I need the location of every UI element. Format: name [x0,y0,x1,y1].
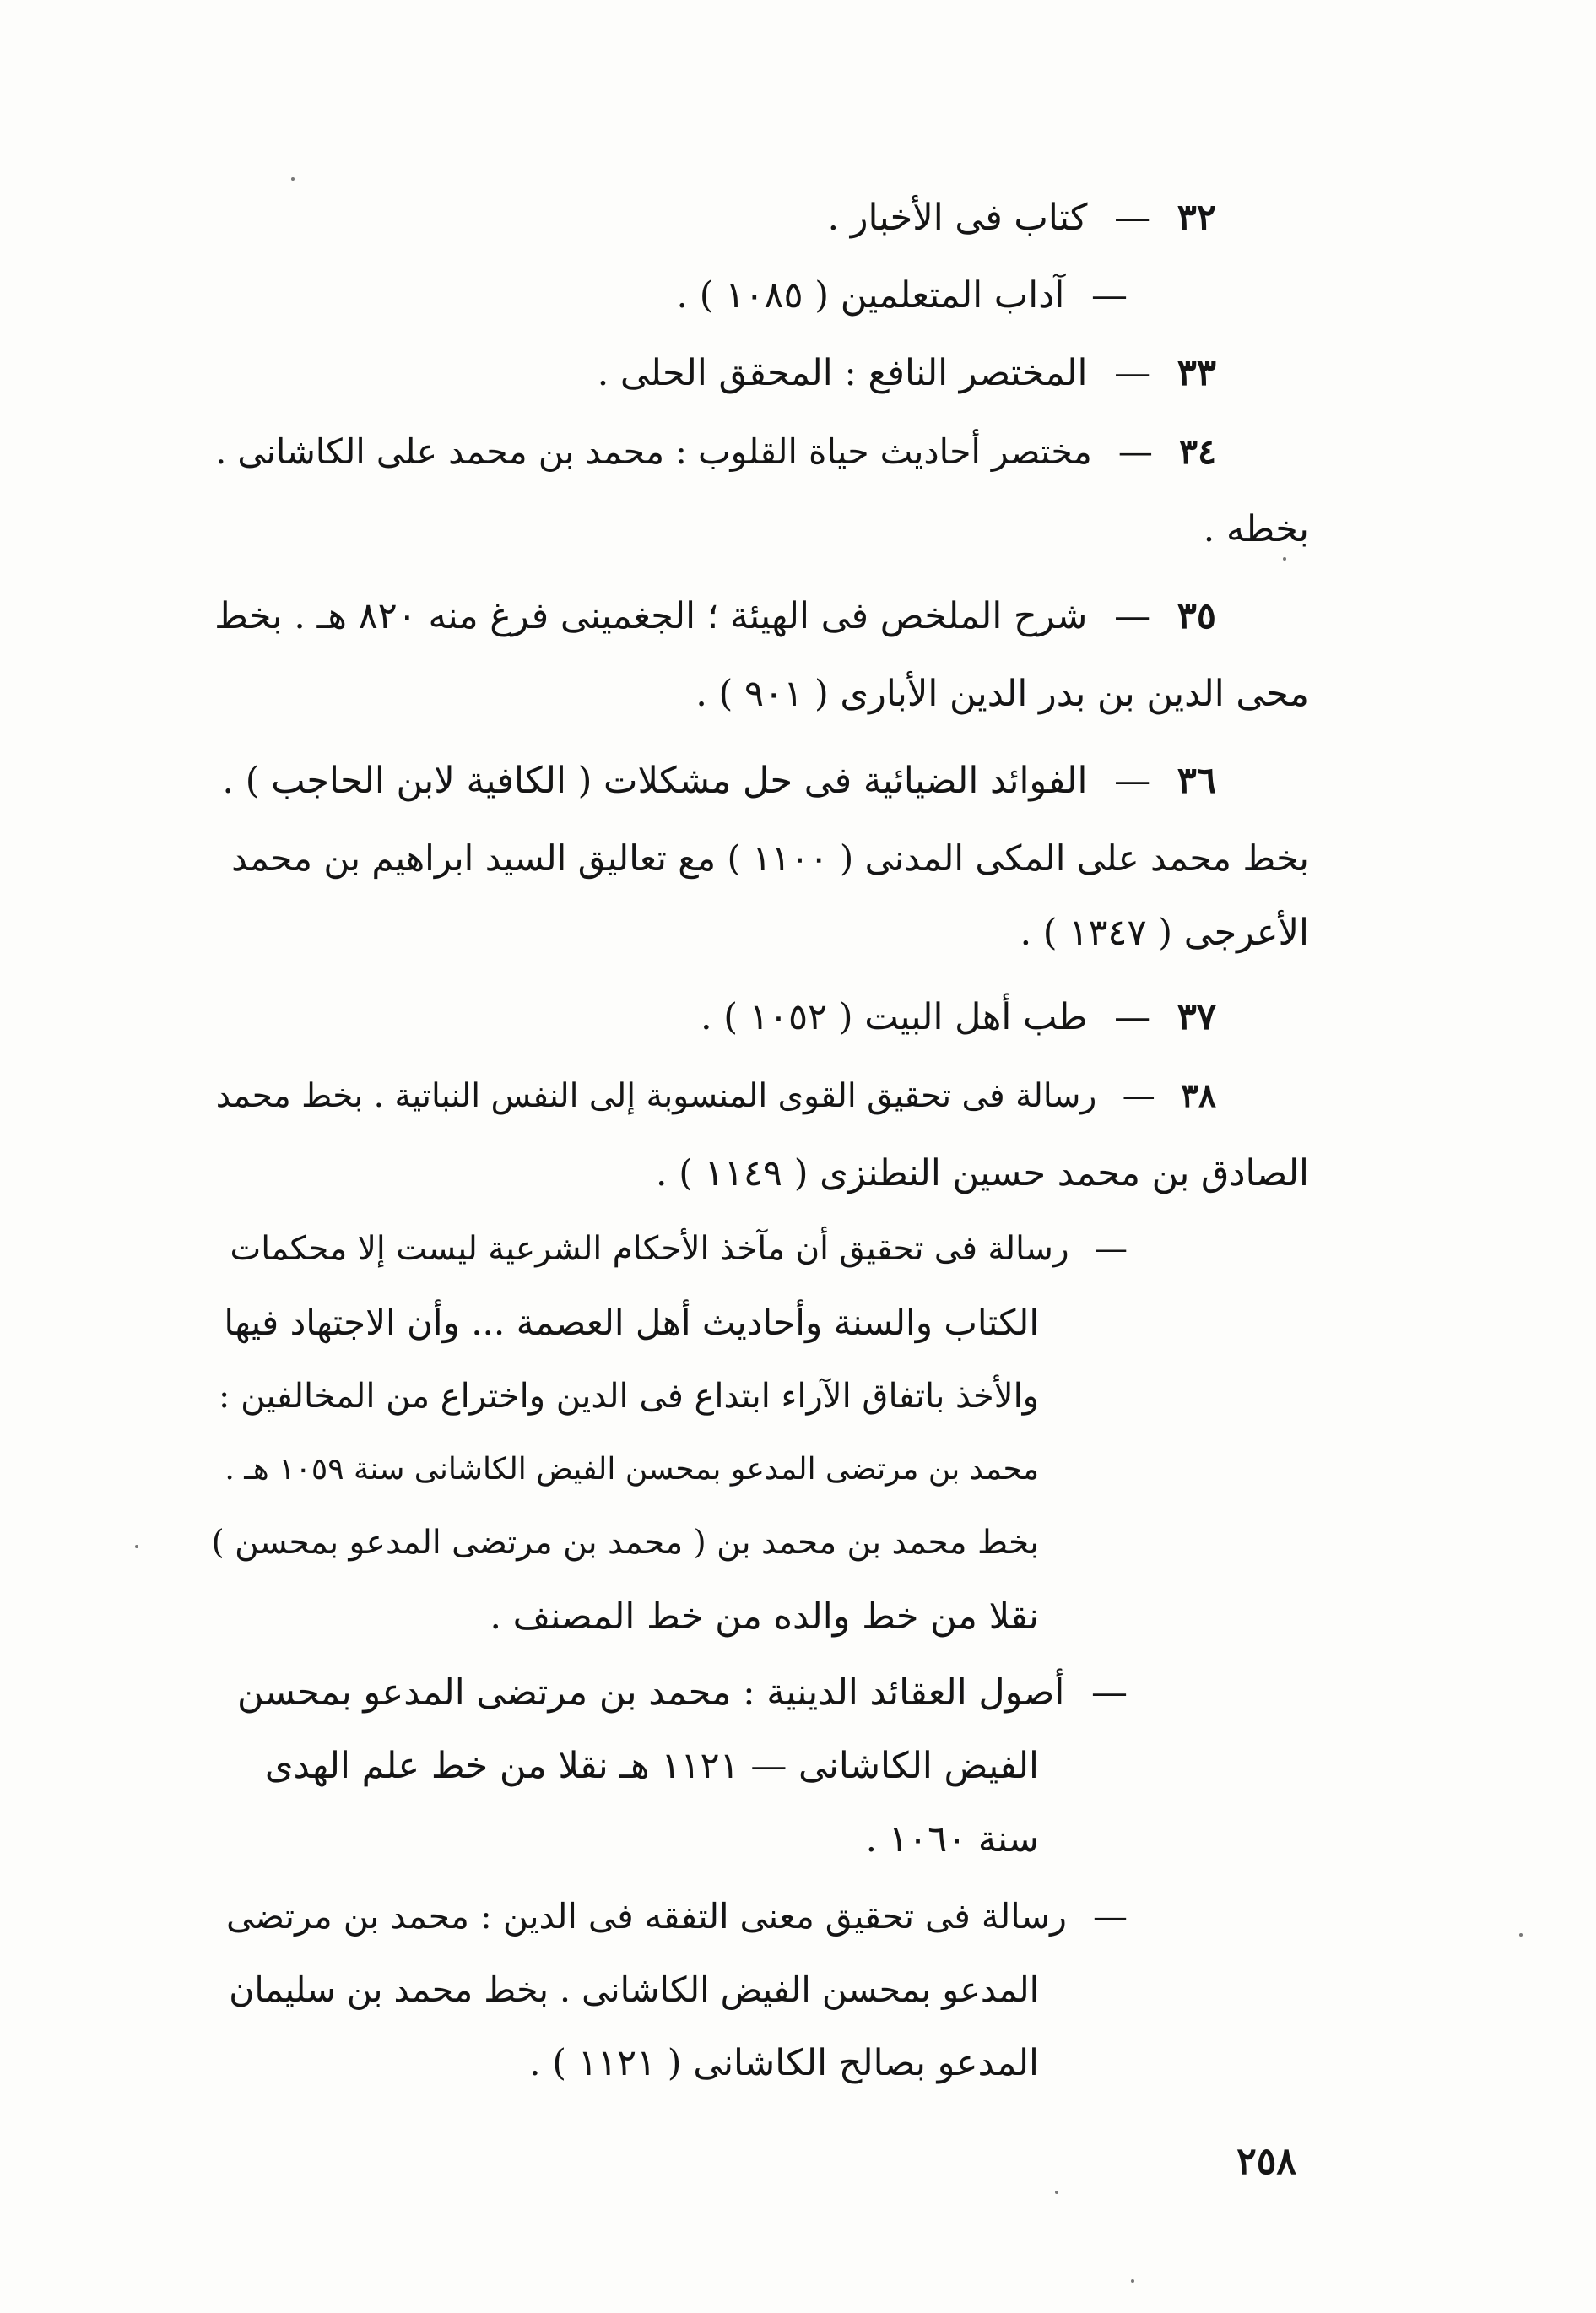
entry-text: محى الدين بن بدر الدين الأبارى ( ٩٠١ ) . [695,673,1309,715]
entry-text: الصادق بن محمد حسين النطنزى ( ١١٤٩ ) . [655,1152,1309,1194]
entry-dash: — [1095,1230,1128,1268]
subentry-risala-1-line-1 [230,1224,1128,1275]
scan-speck [291,177,295,181]
entry-text: رسالة فى تحقيق معنى التفقه فى الدين : محمد بن مرتضى [225,1896,1067,1937]
subentry-risala-1-line-5 [211,1518,1039,1568]
scan-speck [1519,1933,1523,1937]
subentry-risala-1-line-6 [490,1591,1039,1642]
entry-34-line-2 [1204,504,1309,555]
entry-dash: — [1117,431,1153,472]
entry-34-line-1 [215,426,1216,477]
subentry-risala-2-line-3 [529,2038,1039,2088]
entry-text: أصول العقائد الدينية : محمد بن مرتضى المدعو بمحسن [236,1671,1065,1714]
subentry-risala-2-line-1 [226,1891,1128,1942]
entry-text: المدعو بصالح الكاشانى ( ١١٢١ ) . [528,2042,1039,2084]
entry-text: الكتاب والسنة وأحاديث أهل العصمة ... وأن الاجتهاد فيها [224,1302,1039,1343]
entry-text: بخط محمد بن محمد بن ( محمد بن مرتضى المدعو بمحسن ) [211,1524,1039,1562]
entry-text: المختصر النافع : المحقق الحلى . [597,352,1088,394]
subentry-usul-line-1 [237,1667,1128,1718]
entry-dash: — [1091,1671,1128,1714]
scan-speck [1283,557,1286,561]
subentry-risala-1-line-4 [225,1444,1039,1495]
entry-text: كتاب فى الأخبار . [827,197,1088,239]
entry-text: الأعرجى ( ١٣٤٧ ) . [1020,912,1309,954]
entry-number: ٣٢ [1177,197,1216,239]
entry-number: ٣٤ [1178,431,1216,472]
entry-number: ٣٥ [1177,595,1216,637]
entry-35-line-2 [695,669,1309,719]
entry-text: طب أهل البيت ( ١٠٥٢ ) . [700,996,1088,1038]
entry-number: ٣٨ [1181,1076,1216,1115]
entry-text: محمد بن مرتضى المدعو بمحسن الفيض الكاشانى سنة ١٠٥٩ هـ . [225,1452,1039,1487]
entry-dash: — [1122,1077,1155,1115]
entry-text: بخط محمد على المكى المدنى ( ١١٠٠ ) مع تعاليق السيد ابراهيم بن محمد [231,837,1309,879]
scan-speck [135,1545,138,1548]
page-number: ٢٥٨ [1236,2140,1296,2183]
entry-number: ٣٦ [1177,760,1216,802]
entry-dash: — [1093,1896,1128,1937]
entry-32-line-1 [827,192,1216,243]
entry-text: الفيض الكاشانى — ١١٢١ هـ نقلا من خط علم الهدى [264,1745,1039,1787]
entry-number: ٣٣ [1177,352,1216,394]
entry-dash: — [1114,197,1151,239]
scan-speck [1131,2279,1134,2283]
entry-37-line-1 [701,992,1216,1043]
entry-38-line-2 [656,1148,1309,1199]
entry-text: سنة ١٠٦٠ . [865,1818,1039,1861]
entry-36-line-3 [1020,907,1309,958]
entry-number: ٣٧ [1177,996,1216,1038]
entry-text: بخطه . [1203,508,1309,550]
entry-text: مختصر أحاديث حياة القلوب : محمد بن محمد على الكاشانى . [215,431,1092,472]
entry-35-line-1 [214,591,1216,642]
subentry-risala-2-line-2 [229,1964,1039,2015]
entry-dash: — [1114,595,1151,637]
entry-dash: — [1114,996,1151,1038]
entry-36-line-1 [222,756,1216,806]
subentry-usul-line-3 [866,1814,1039,1865]
entry-dash: — [1114,352,1151,394]
entry-text: الفوائد الضيائية فى حل مشكلات ( الكافية لابن الحاجب ) . [222,760,1088,802]
entry-dash: — [1114,760,1151,802]
subentry-risala-1-line-2 [224,1297,1039,1348]
entry-dash: — [1091,274,1128,317]
entry-text: رسالة فى تحقيق القوى المنسوبة إلى النفس النباتية . بخط محمد [215,1077,1097,1115]
entry-text: والأخذ باتفاق الآراء ابتداع فى الدين واختراع من المخالفين : [218,1377,1039,1416]
subentry-risala-1-line-3 [219,1371,1039,1422]
scan-speck [1055,2191,1058,2194]
subentry-adab-line-1 [676,270,1128,321]
entry-text: رسالة فى تحقيق أن مآخذ الأحكام الشرعية ليست إلا محكمات [230,1230,1069,1268]
entry-text: نقلا من خط والده من خط المصنف . [490,1595,1039,1638]
entry-36-line-2 [231,833,1309,884]
subentry-usul-line-2 [265,1741,1039,1791]
entry-33-line-1 [598,348,1216,398]
entry-text: المدعو بمحسن الفيض الكاشانى . بخط محمد بن سليمان [229,1969,1039,2010]
entry-38-line-1 [216,1070,1216,1122]
entry-text: آداب المتعلمين ( ١٠٨٥ ) . [676,274,1065,317]
entry-text: شرح الملخص فى الهيئة ؛ الجغمينى فرغ منه ٨٢٠ هـ . بخط [214,595,1088,637]
